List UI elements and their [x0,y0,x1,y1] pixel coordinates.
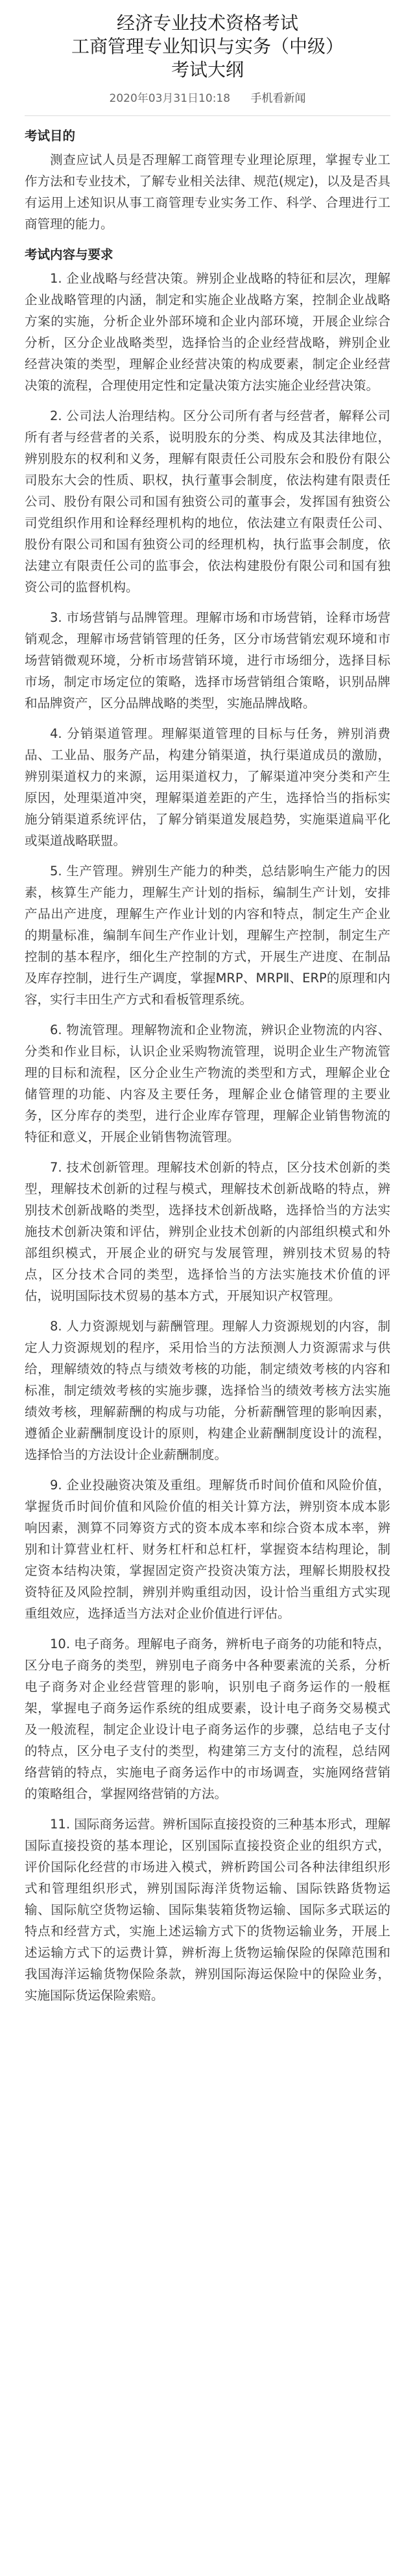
source-link[interactable]: 手机看新闻 [250,92,306,105]
title-line: 考试大纲 [171,59,244,80]
article-meta [25,91,390,106]
outline-item: 4. 分销渠道管理。理解渠道管理的目标与任务，辨别消费品、工业品、服务产品，构建分销渠道，执行渠道成员的激励，辨别渠道权力的来源，运用渠道权力，了解渠道冲突分类和产生原因，处理渠道冲突，理解渠道差距的产生，选择恰当的指标实施分销渠道系统评估，了解分销渠道发展趋势，实施渠道扁平化或渠道战略联盟。 [25,726,390,848]
section-heading: 考试目的 [25,128,76,143]
section-heading: 考试内容与要求 [25,247,113,262]
purpose-paragraph: 测查应试人员是否理解工商管理专业理论原理，掌握专业工作方法和专业技术，了解专业相关法律、规范(规定)，以及是否具有运用上述知识从事工商管理专业实务工作、科学、合理进行工商管理的能力。 [25,152,390,231]
outline-item: 1. 企业战略与经营决策。辨别企业战略的特征和层次，理解企业战略管理的内涵，制定和实施企业战略方案，控制企业战略方案的实施，分析企业外部环境和企业内部环境，开展企业综合分析，区分企业战略类型，选择恰当的企业经营战略，辨别企业经营决策的类型，理解企业经营决策的构成要素，制定企业经营决策的流程，合理使用定性和定量决策方法实施企业经营决策。 [25,271,390,393]
publish-date: 2020年03月31日10:18 [109,92,231,105]
divider [25,115,390,116]
section-content [25,244,390,2006]
outline-item: 6. 物流管理。理解物流和企业物流，辨识企业物流的内容、分类和作业目标，认识企业采购物流管理，说明企业生产物流管理的目标和流程，区分企业生产物流的类型和方式，理解企业仓储管理的功能、内容及主要任务，理解企业仓储管理的主要业务，区分库存的类型，进行企业库存管理，理解企业销售物流的特征和意义，开展企业销售物流管理。 [25,1022,390,1144]
outline-item: 10. 电子商务。理解电子商务，辨析电子商务的功能和特点，区分电子商务的类型，辨别电子商务中各种要素流的关系，分析电子商务对企业经营管理的影响，识别电子商务运作的一般框架，掌握电子商务运作系统的组成要素，设计电子商务交易模式及一般流程，制定企业设计电子商务运作的步骤，总结电子支付的特点，区分电子支付的类型，构建第三方支付的流程，总结网络营销的特点，实施电子商务运作中的市场调查，实施网络营销的策略组合，掌握网络营销的方法。 [25,1637,390,1801]
outline-item: 9. 企业投融资决策及重组。理解货币时间价值和风险价值，掌握货币时间价值和风险价值的相关计算方法，辨别资本成本影响因素，测算不同筹资方式的资本成本率和综合资本成本率，辨别和计算营业杠杆、财务杠杆和总杠杆，掌握资本结构理论，制定资本结构决策，掌握固定资产投资决策方法，理解长期股权投资特征及风险控制，辨别并购重组动因，设计恰当重组方式实现重组效应，选择适当方法对企业价值进行评估。 [25,1478,390,1621]
article-title [25,12,390,82]
title-line: 工商管理专业知识与实务（中级） [71,36,344,57]
outline-item: 7. 技术创新管理。理解技术创新的特点，区分技术创新的类型，理解技术创新的过程与模式，理解技术创新战略的特点，辨别技术创新战略的类型，选择技术创新战略，选择恰当的方法实施技术创新决策和评估，辨别企业技术创新的内部组织模式和外部组织模式，开展企业的研究与发展管理，辨别技术贸易的特点，区分技术合同的类型，选择恰当的方法实施技术价值的评估，说明国际技术贸易的基本方式，开展知识产权管理。 [25,1160,390,1303]
outline-item: 8. 人力资源规划与薪酬管理。理解人力资源规划的内容，制定人力资源规划的程序，采用恰当的方法预测人力资源需求与供给，理解绩效的特点与绩效考核的功能，制定绩效考核的内容和标准，制定绩效考核的实施步骤，选择恰当的绩效考核方法实施绩效考核，理解薪酬的构成与功能，分析薪酬管理的影响因素，遵循企业薪酬制度设计的原则，构建企业薪酬制度设计的流程，选择恰当的方法设计企业薪酬制度。 [25,1319,390,1462]
section-purpose [25,125,390,235]
outline-item: 5. 生产管理。辨别生产能力的种类，总结影响生产能力的因素，核算生产能力，理解生产计划的指标，编制生产计划，安排产品出产进度，理解生产作业计划的内容和特点，制定生产企业的期量标准，编制车间生产作业计划，理解生产控制，制定生产控制的基本程序，细化生产控制的方式，开展生产进度、在制品及库存控制，进行生产调度，掌握MRP、MRPⅡ、ERP的原理和内容，实行丰田生产方式和看板管理系统。 [25,864,390,1007]
outline-item: 2. 公司法人治理结构。区分公司所有者与经营者，解释公司所有者与经营者的关系，说明股东的分类、构成及其法律地位，辨别股东的权利和义务，理解有限责任公司股东会和股份有限公司股东大会的性质、职权，执行董事会制度，依法构建有限责任公司、股份有限公司和国有独资公司的董事会，发挥国有独资公司党组织作用和诠释经理机构的地位，依法建立有限责任公司、股份有限公司和国有独资公司的经理机构，执行监事会制度，依法建立有限责任公司的监事会，依法构建股份有限公司和国有独资公司的监督机构。 [25,408,390,595]
title-line: 经济专业技术资格考试 [116,12,298,34]
outline-item: 3. 市场营销与品牌管理。理解市场和市场营销，诠释市场营销观念，理解市场营销管理的任务，区分市场营销宏观环境和市场营销微观环境，分析市场营销环境，进行市场细分，选择目标市场，制定市场定位的策略，选择市场营销组合策略，识别品牌和品牌资产，区分品牌战略的类型，实施品牌战略。 [25,610,390,711]
outline-item: 11. 国际商务运营。辨析国际直接投资的三种基本形式，理解国际直接投资的基本理论，区别国际直接投资企业的组织方式，评价国际化经营的市场进入模式，辨析跨国公司各种法律组织形式和管理组织形式，辨别国际海洋货物运输、国际铁路货物运输、国际航空货物运输、国际集装箱货物运输、国际多式联运的特点和经营方式，实施上述运输方式下的货物运输业务，开展上述运输方式下的运费计算，辨析海上货物运输保险的保障范围和我国海洋运输货物保险条款，辨别国际海运保险中的保险业务，实施国际货运保险索赔。 [25,1817,390,2003]
